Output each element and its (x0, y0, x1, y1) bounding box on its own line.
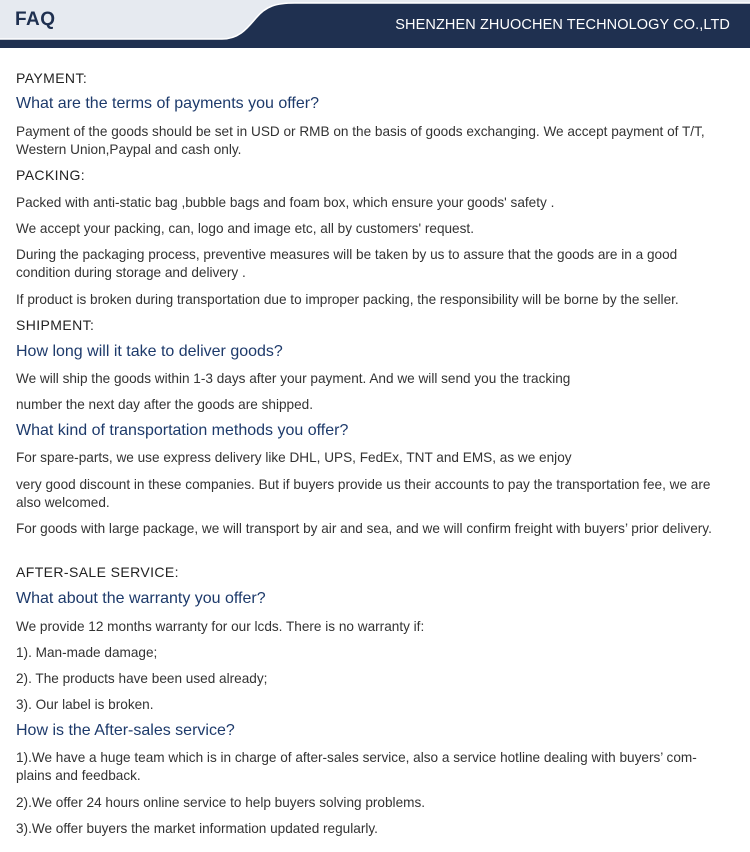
question-transport-methods: What kind of transportation methods you offer? (16, 422, 349, 439)
packing-paragraph-3: During the packaging process, preventive measures will be taken by us to assure that the goods are in a good condition during storage and delivery . (16, 247, 678, 280)
warranty-item-2: 2). The products have been used already; (16, 671, 268, 686)
section-shipment: SHIPMENT: (16, 317, 95, 333)
question-payment-terms: What are the terms of payments you offer? (16, 95, 319, 112)
question-delivery-time: How long will it take to deliver goods? (16, 343, 283, 360)
question-warranty: What about the warranty you offer? (16, 590, 266, 607)
answer-transport-line-3: For goods with large package, we will transport by air and sea, and we will confirm freight with buyers’ prior delivery. (16, 521, 712, 536)
section-packing: PACKING: (16, 167, 86, 183)
service-item-1: 1).We have a huge team which is in charge of after-sales service, also a service hotline dealing with buyers’ com-plains and feedback. (16, 750, 697, 783)
faq-header (0, 0, 750, 48)
answer-transport-line-1: For spare-parts, we use express delivery like DHL, UPS, FedEx, TNT and EMS, as we enjoy (16, 450, 572, 465)
answer-delivery-line-1: We will ship the goods within 1-3 days after your payment. And we will send you the tracking (16, 371, 571, 386)
warranty-item-1: 1). Man-made damage; (16, 645, 158, 660)
section-payment: PAYMENT: (16, 70, 88, 86)
faq-title: FAQ (15, 9, 56, 30)
packing-paragraph-2: We accept your packing, can, logo and image etc, all by customers' request. (16, 221, 474, 236)
packing-paragraph-4: If product is broken during transportation due to improper packing, the responsibility will be borne by the seller. (16, 292, 679, 307)
service-item-2: 2).We offer 24 hours online service to help buyers solving problems. (16, 795, 426, 810)
answer-warranty: We provide 12 months warranty for our lcds. There is no warranty if: (16, 619, 425, 634)
section-after-sale: AFTER-SALE SERVICE: (16, 564, 179, 580)
warranty-item-3: 3). Our label is broken. (16, 697, 154, 712)
company-name: SHENZHEN ZHUOCHEN TECHNOLOGY CO.,LTD (395, 17, 730, 33)
question-after-sales-service: How is the After-sales service? (16, 722, 235, 739)
answer-delivery-line-2: number the next day after the goods are shipped. (16, 397, 313, 412)
packing-paragraph-1: Packed with anti-static bag ,bubble bags and foam box, which ensure your goods' safety . (16, 195, 555, 210)
service-item-3: 3).We offer buyers the market information updated regularly. (16, 821, 378, 836)
answer-payment-terms: Payment of the goods should be set in USD or RMB on the basis of goods exchanging. We accept payment of T/T, Western Union,Paypal and cash only. (16, 124, 705, 157)
answer-transport-line-2: very good discount in these companies. But if buyers provide us their accounts to pay the transportation fee, we are also welcomed. (16, 477, 711, 510)
